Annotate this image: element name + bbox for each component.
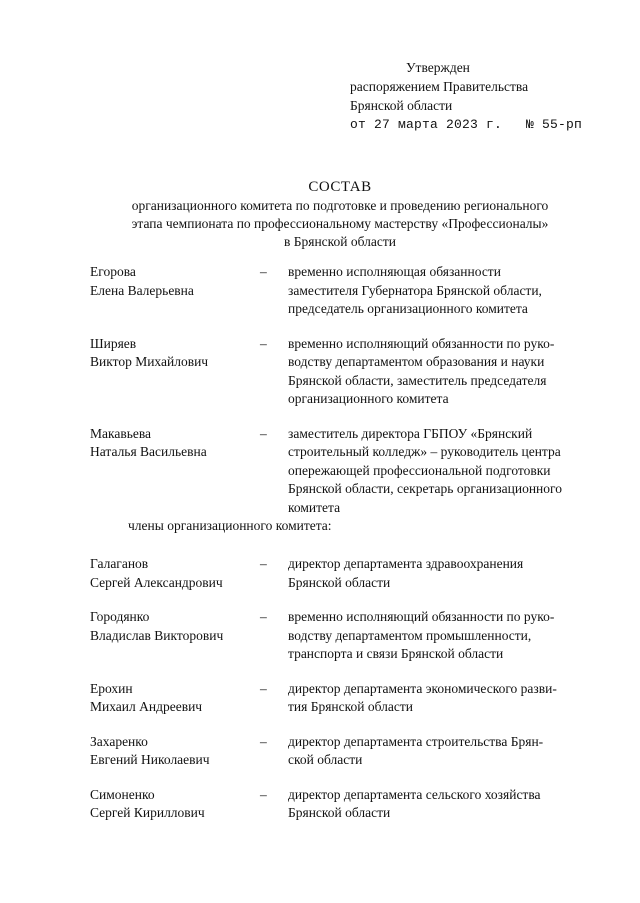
member-surname: Городянко [90,609,150,624]
approval-date-number: от 27 марта 2023 г. № 55-рп [350,117,583,132]
member-dash: – [260,556,267,571]
member-entry [90,733,600,770]
member-name [90,263,260,319]
member-name [90,608,260,664]
member-dash: – [260,425,267,441]
member-entry [90,555,600,592]
member-dash: – [260,733,267,749]
member-entry [90,425,600,518]
title-heading: СОСТАВ [308,179,372,195]
member-role-line: директор департамента сельского хозяйства [288,786,541,802]
member-surname: Ширяев [90,335,137,351]
member-given-names: Виктор Михайлович [90,354,209,369]
approval-line-region: Брянской области [350,98,453,113]
member-role [288,608,600,664]
member-role-line: директор департамента экономического разви- [288,680,557,696]
title-line-1: организационного комитета по подготовке и проведению регионального [131,198,549,213]
member-name [90,786,260,823]
member-dash: – [260,335,267,351]
member-name [90,335,260,409]
title-line-2: этапа чемпионата по профессиональному мастерству «Профессионалы» [131,216,549,231]
member-dash: – [260,786,267,802]
member-role-line: заместитель директора ГБПОУ «Брянский [288,425,533,441]
member-role-line: Брянской области, заместитель председателя [288,372,547,388]
member-given-names: Владислав Викторович [90,627,224,643]
member-role [288,786,600,823]
member-role-line: Брянской области, секретарь организационного [288,481,562,496]
member-role-line: комитета [288,499,341,515]
member-role-line: директор департамента здравоохранения [288,556,524,571]
member-role-line: заместителя Губернатора Брянской области, [288,282,542,298]
member-given-names: Елена Валерьевна [90,282,194,298]
members-heading: члены организационного комитета: [128,518,332,533]
member-role-line: водству департаментом образования и науки [288,354,545,369]
member-name [90,733,260,770]
member-entry [90,335,600,409]
member-role-line: тия Брянской области [288,699,413,714]
member-given-names: Сергей Кириллович [90,805,205,820]
member-role [288,555,600,592]
member-entry [90,263,600,319]
member-given-names: Евгений Николаевич [90,752,210,767]
member-role [288,680,600,717]
member-surname: Галаганов [90,556,149,571]
member-role [288,733,600,770]
member-role-line: временно исполняющий обязанности по руко- [288,609,555,624]
approval-line-approved: Утвержден [406,60,470,75]
member-role [288,263,600,319]
member-entry [90,786,600,823]
member-role-line: строительный колледж» – руководитель центра [288,444,561,459]
member-name [90,555,260,592]
member-name [90,680,260,717]
member-entry [90,680,600,717]
member-dash: – [260,264,267,279]
member-surname: Захаренко [90,733,148,749]
member-role-line: председатель организационного комитета [288,301,528,316]
member-surname: Егорова [90,264,136,279]
leadership-list [90,263,600,517]
member-given-names: Наталья Васильевна [90,444,207,459]
member-role-line: Брянской области [288,574,391,590]
member-name [90,425,260,518]
member-surname: Ерохин [90,680,133,696]
member-dash: – [260,609,267,624]
member-role-line: Брянской области [288,805,391,820]
approval-stamp [350,58,582,134]
member-dash: – [260,680,267,696]
member-role-line: временно исполняющая обязанности [288,264,501,279]
member-surname: Макавьева [90,425,152,441]
member-role-line: водству департаментом промышленности, [288,627,532,643]
member-surname: Симоненко [90,786,155,802]
members-list [90,555,600,823]
member-role-line: директор департамента строительства Брян- [288,733,544,749]
member-role-line: ской области [288,752,363,767]
member-role-line: транспорта и связи Брянской области [288,646,504,661]
document-title [90,178,590,251]
member-role-line: организационного комитета [288,391,449,406]
member-given-names: Михаил Андреевич [90,699,203,714]
member-role-line: временно исполняющий обязанности по руко- [288,335,555,351]
title-line-3: в Брянской области [283,234,397,249]
approval-line-order: распоряжением Правительства [350,79,529,94]
member-entry [90,608,600,664]
member-role-line: опережающей профессиональной подготовки [288,462,551,478]
member-role [288,335,600,409]
member-role [288,425,600,518]
member-given-names: Сергей Александрович [90,574,223,590]
